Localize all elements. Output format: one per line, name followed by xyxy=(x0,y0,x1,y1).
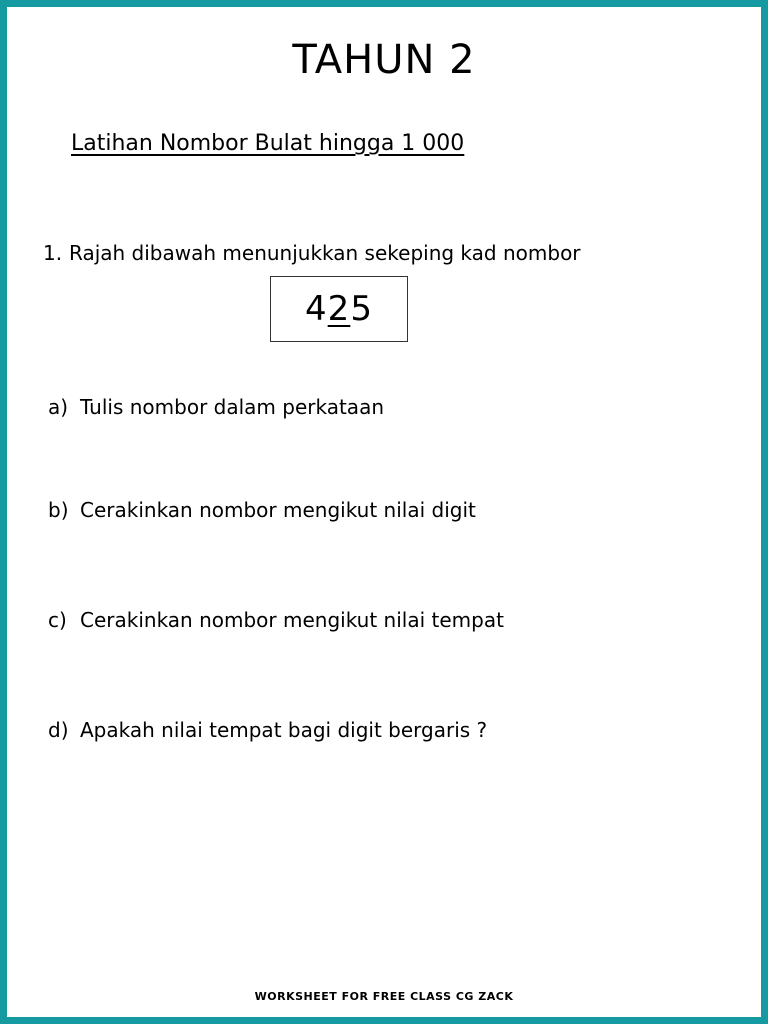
sub-question-text: Tulis nombor dalam perkataan xyxy=(80,395,384,419)
sub-question-c xyxy=(48,608,504,632)
sub-question-letter: c) xyxy=(48,608,67,632)
sub-question-b xyxy=(48,498,476,522)
page-title: TAHUN 2 xyxy=(292,37,476,83)
sub-question-d xyxy=(48,718,487,742)
number-card xyxy=(270,276,408,342)
sub-question-letter: d) xyxy=(48,718,69,742)
sub-question-a xyxy=(48,395,384,419)
digit-ones: 5 xyxy=(350,289,373,329)
worksheet-footer: WORKSHEET FOR FREE CLASS CG ZACK xyxy=(254,990,514,1003)
worksheet-subtitle: Latihan Nombor Bulat hingga 1 000 xyxy=(71,131,465,156)
question-text: Rajah dibawah menunjukkan sekeping kad nombor xyxy=(69,241,581,265)
question-1 xyxy=(43,241,581,265)
sub-question-text: Cerakinkan nombor mengikut nilai tempat xyxy=(80,608,504,632)
sub-question-letter: b) xyxy=(48,498,69,522)
question-number: 1. xyxy=(43,241,63,265)
digit-hundreds: 4 xyxy=(305,289,328,329)
digit-tens-underlined: 2 xyxy=(327,289,351,329)
sub-question-text: Apakah nilai tempat bagi digit bergaris ? xyxy=(80,718,488,742)
sub-question-text: Cerakinkan nombor mengikut nilai digit xyxy=(80,498,476,522)
sub-question-letter: a) xyxy=(48,395,69,419)
